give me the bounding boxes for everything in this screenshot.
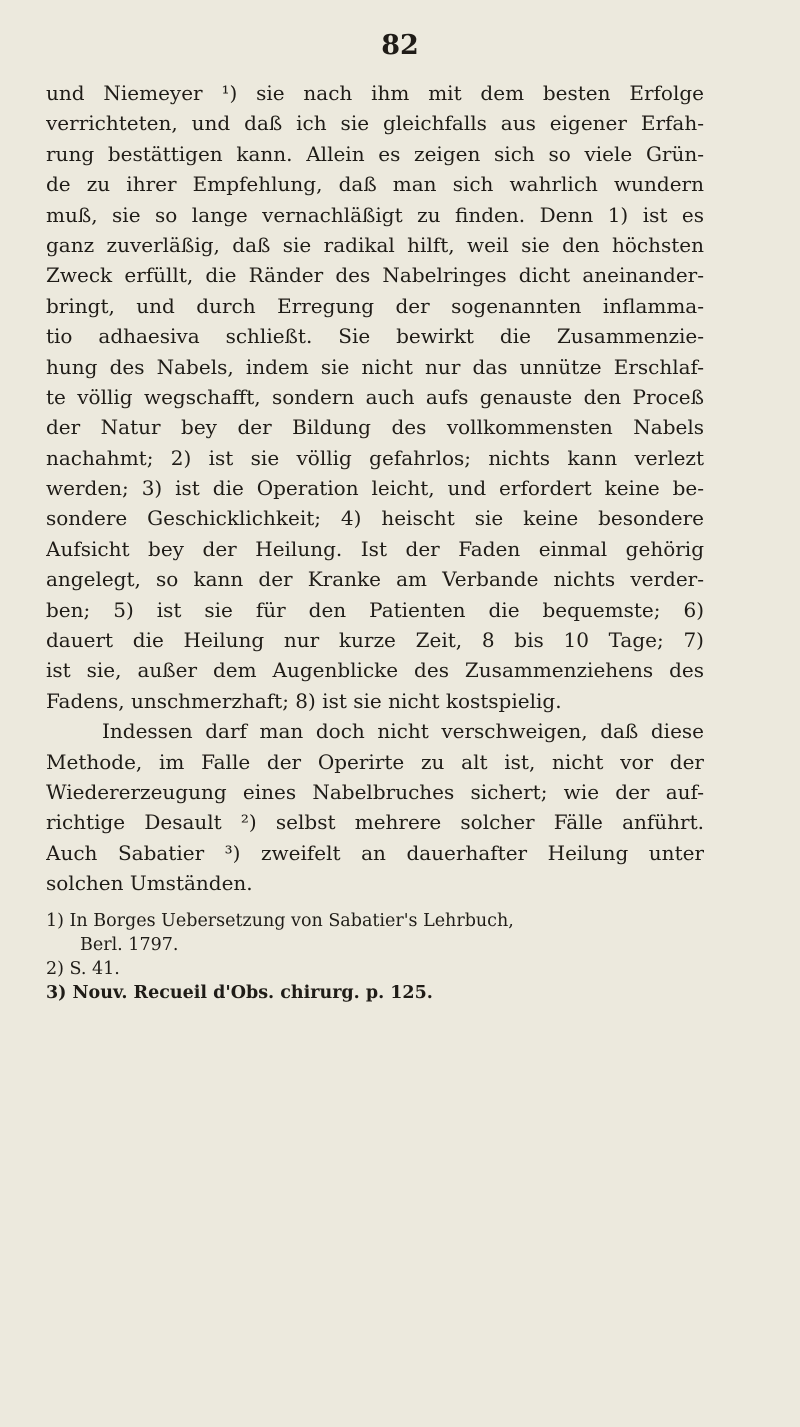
text-line: ganz zuverläßig, daß sie radikal hilft, weil sie den höchsten <box>46 232 704 257</box>
text-line: nachahmt; 2) ist sie völlig gefahrlos; nichts kann verlezt <box>46 445 704 470</box>
text-line: Methode, im Falle der Operirte zu alt ist, nicht vor der <box>46 749 704 774</box>
text-line: und Niemeyer ¹) sie nach ihm mit dem besten Erfolge <box>46 81 704 105</box>
text-line: tio adhaesiva schließt. Sie bewirkt die Zusammenzie- <box>46 324 704 349</box>
text-line: te völlig wegschafft, sondern auch aufs genauste den Proceß <box>46 384 704 409</box>
footnote-1-continuation: Berl. 1797. <box>80 934 179 955</box>
text-line: der Natur bey der Bildung des vollkommensten Nabels <box>46 415 704 440</box>
page-number: 82 <box>381 30 419 61</box>
text-line: Zweck erfüllt, die Ränder des Nabelringes dicht aneinander- <box>46 263 704 288</box>
text-line: muß, sie so lange vernachläßigt zu finden. Denn 1) ist es <box>46 202 704 227</box>
text-line: dauert die Heilung nur kurze Zeit, 8 bis 10 Tage; 7) <box>46 628 704 653</box>
text-line: Wiedererzeugung eines Nabelbruches sichert; wie der auf- <box>46 779 704 804</box>
footnotes <box>46 909 704 1005</box>
text-line: Auch Sabatier ³) zweifelt an dauerhafter Heilung unter <box>46 840 704 865</box>
text-line: verrichteten, und daß ich sie gleichfalls aus eigener Erfah- <box>46 111 704 136</box>
text-line: Fadens, unschmerzhaft; 8) ist sie nicht kostspielig. <box>46 688 562 713</box>
page-text <box>46 78 704 1005</box>
text-line: ist sie, außer dem Augenblicke des Zusammenziehens des <box>46 658 704 683</box>
text-line: sondere Geschicklichkeit; 4) heischt sie keine besondere <box>46 506 704 531</box>
text-line: werden; 3) ist die Operation leicht, und erfordert keine be- <box>46 476 704 501</box>
text-line: rung bestättigen kann. Allein es zeigen sich so viele Grün- <box>46 141 704 166</box>
footnote-1: 1) In Borges Uebersetzung von Sabatier's Lehrbuch, <box>46 910 514 931</box>
text-line: de zu ihrer Empfehlung, daß man sich wahrlich wundern <box>46 172 704 197</box>
paragraph-start-line: Indessen darf man doch nicht verschweigen, daß diese <box>102 719 704 744</box>
text-line: ben; 5) ist sie für den Patienten die bequemste; 6) <box>46 597 704 622</box>
text-line: bringt, und durch Erregung der sogenannten inflamma- <box>46 293 704 318</box>
text-line: richtige Desault ²) selbst mehrere solcher Fälle anführt. <box>46 810 704 835</box>
footnote-2: 2) S. 41. <box>46 958 120 979</box>
text-line: hung des Nabels, indem sie nicht nur das unnütze Erschlaf- <box>46 354 704 379</box>
footnote-3: 3) Nouv. Recueil d'Obs. chirurg. p. 125. <box>46 982 433 1003</box>
text-line: solchen Umständen. <box>46 871 253 896</box>
text-line: angelegt, so kann der Kranke am Verbande nichts verder- <box>46 567 704 592</box>
text-line: Aufsicht bey der Heilung. Ist der Faden einmal gehörig <box>46 536 704 561</box>
